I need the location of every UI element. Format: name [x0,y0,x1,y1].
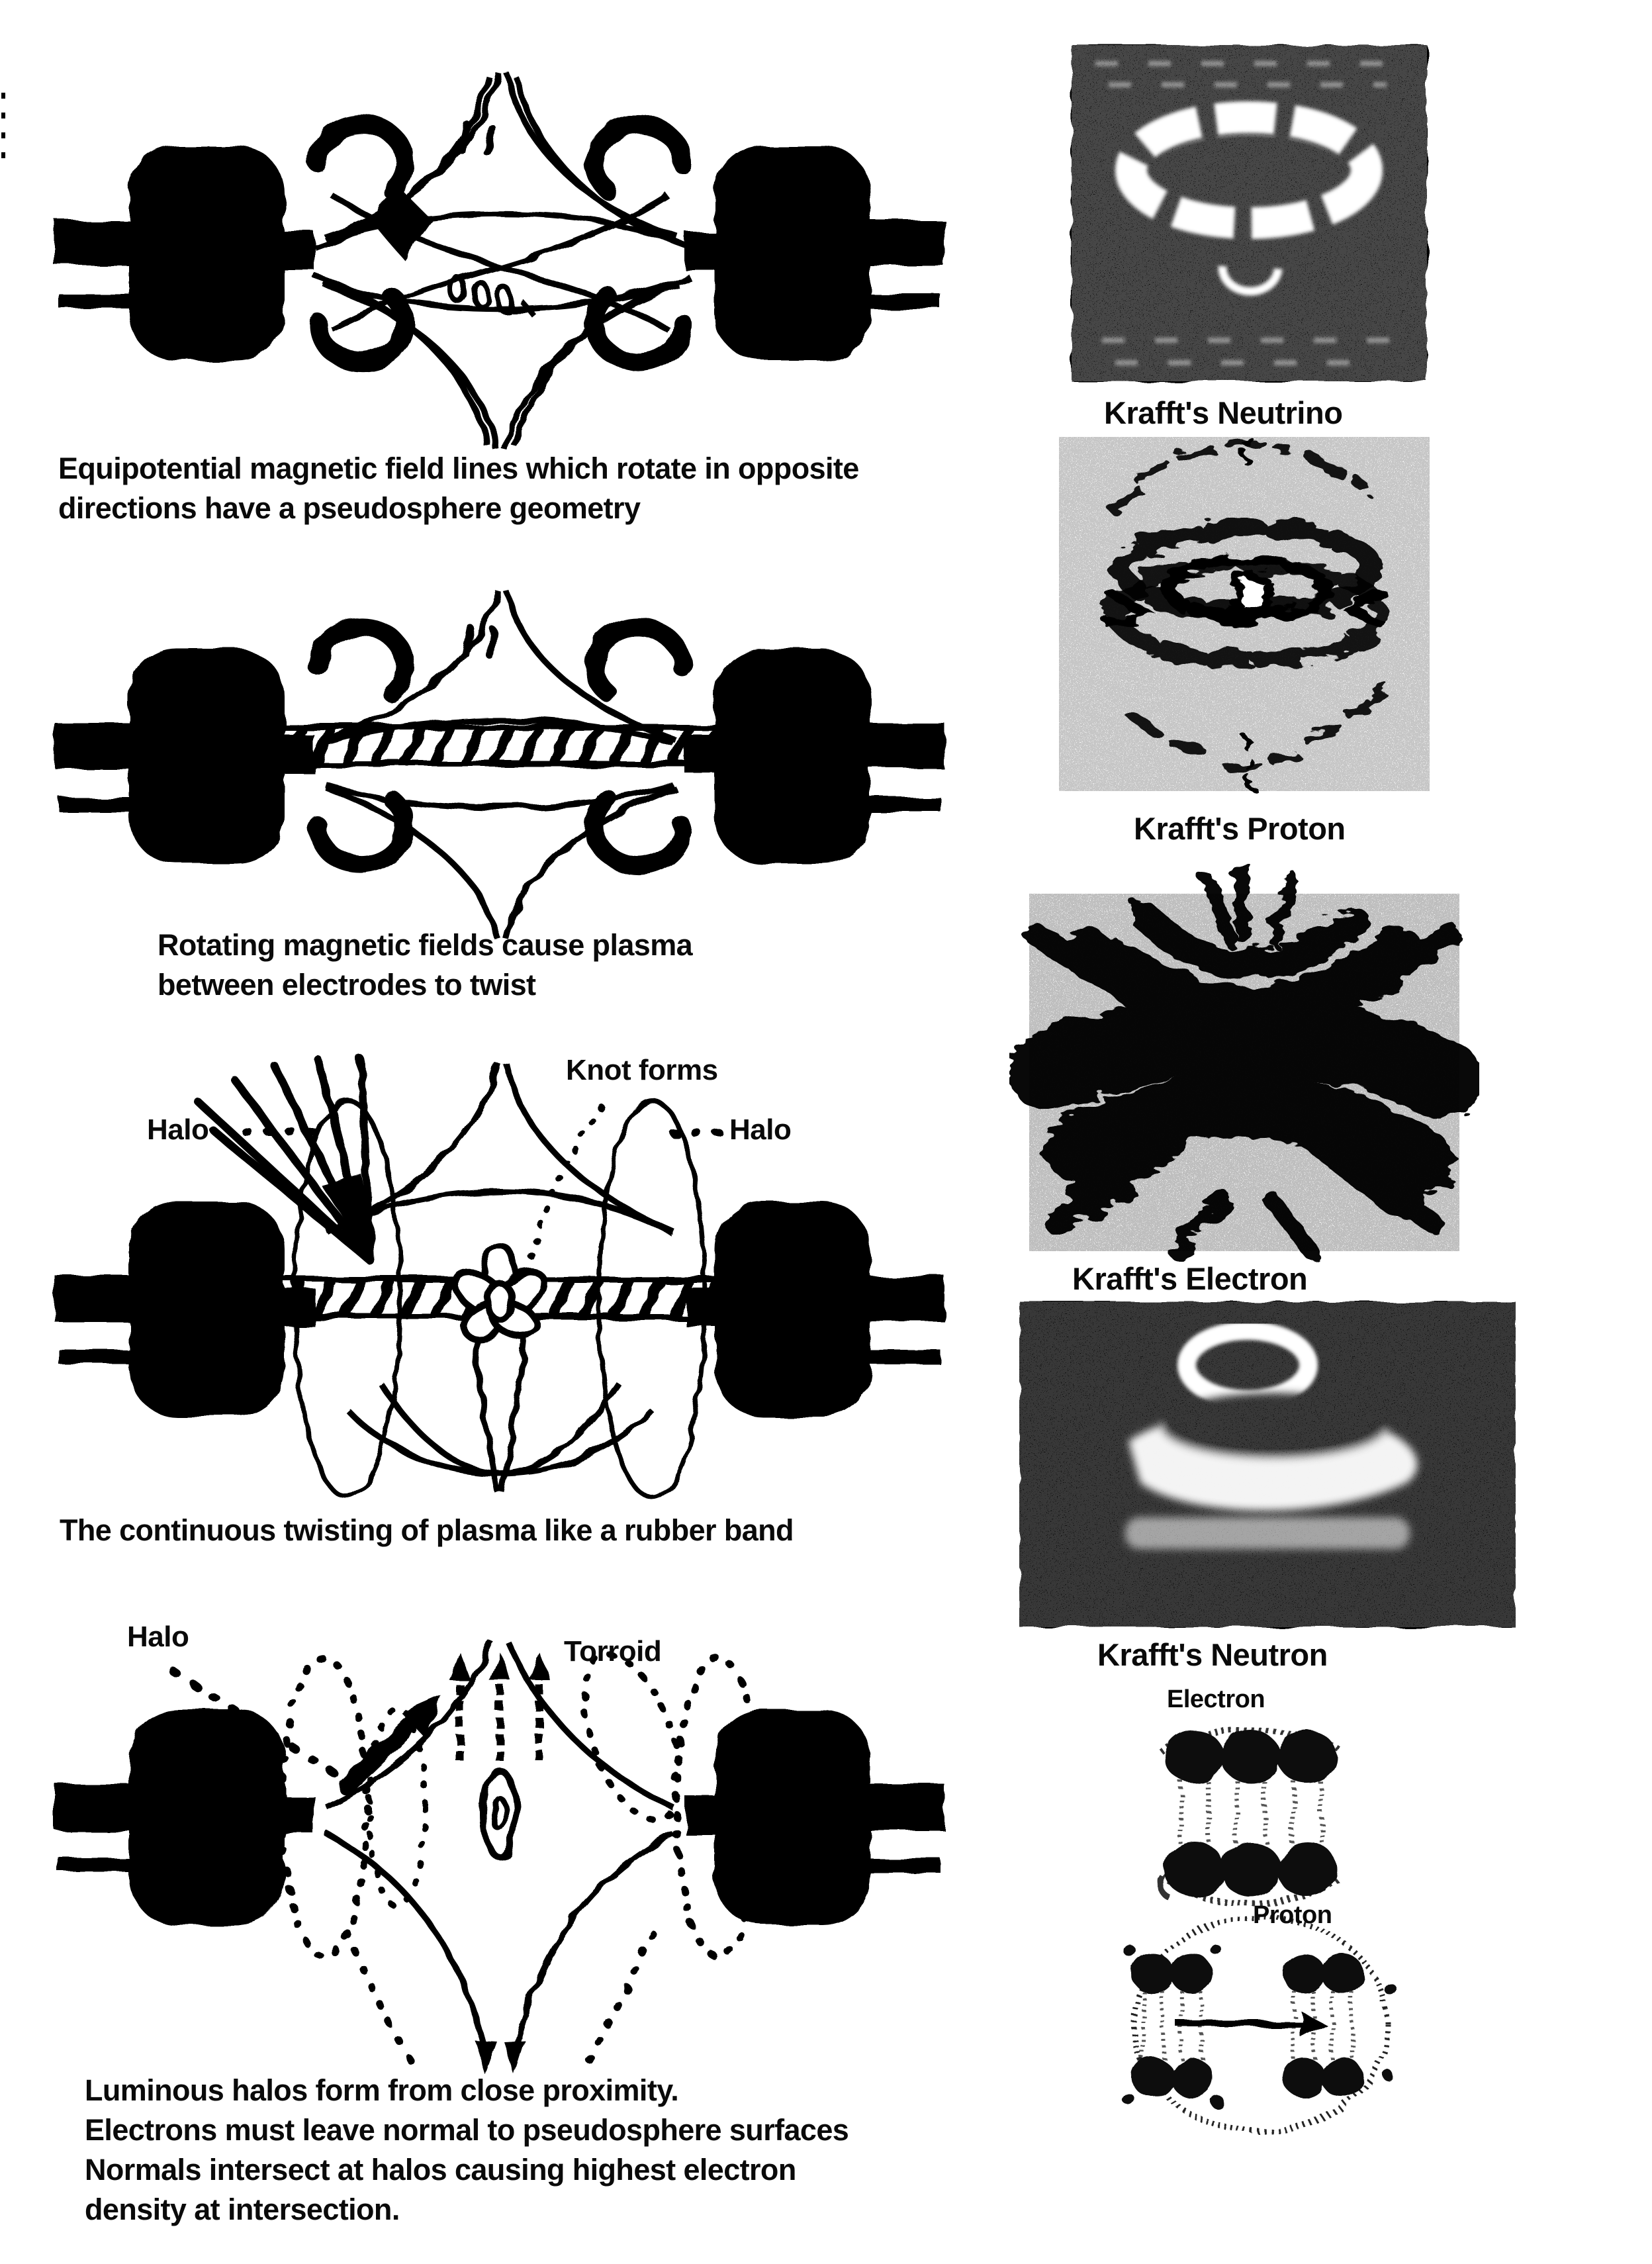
figure-luminous-halos [36,1615,963,2105]
caption-line: The continuous twisting of plasma like a rubber band [60,1513,794,1547]
label-halo-right: Halo [729,1113,792,1146]
pseudosphere-field-diagram [36,70,963,453]
caption-line: Equipotential magnetic field lines which rotate in opposite [58,451,859,485]
caption-figure1 [58,449,859,528]
caption-figure3 [60,1511,794,1550]
label-halo-left: Halo [147,1113,209,1146]
title-kraffts-electron: Krafft's Electron [1072,1261,1308,1296]
caption-line: directions have a pseudosphere geometry [58,491,641,525]
title-kraffts-neutrino: Krafft's Neutrino [1104,395,1343,430]
neutron-photo [1019,1299,1516,1630]
electron-scribble [1009,854,1479,1288]
caption-line: between electrodes to twist [158,968,536,1002]
label-knot-forms: Knot forms [566,1054,718,1086]
figure-plasma-knot [36,1039,963,1503]
plasma-knot-diagram [36,1039,963,1503]
label-torroid: Torroid [564,1635,662,1668]
electron-structure [1152,1719,1350,1917]
diagram-proton-structure [1119,1910,1403,2139]
photo-kraffts-neutrino [1069,41,1430,385]
caption-line: density at intersection. [85,2193,400,2226]
diagram-electron-structure [1152,1719,1350,1917]
caption-figure4 [85,2071,849,2230]
title-kraffts-neutron: Krafft's Neutron [1097,1637,1328,1672]
caption-line: Rotating magnetic fields cause plasma [158,928,693,962]
sketch-kraffts-proton [1052,430,1436,798]
scan-edge-artifact [1,93,5,172]
twisted-plasma-diagram [36,589,963,940]
caption-line: Normals intersect at halos causing highest electron [85,2153,796,2187]
figure-twisted-plasma [36,589,963,940]
label-electron: Electron [1167,1685,1265,1713]
photo-kraffts-neutron [1019,1299,1516,1630]
proton-sketch [1052,430,1436,798]
neutrino-photo [1069,41,1430,385]
title-kraffts-proton: Krafft's Proton [1134,811,1346,846]
label-halo: Halo [127,1621,189,1653]
label-proton: Proton [1253,1901,1332,1929]
sketch-kraffts-electron [1009,854,1479,1288]
caption-line: Luminous halos form from close proximity. [85,2073,679,2107]
luminous-halos-diagram [36,1615,963,2105]
proton-structure [1119,1910,1403,2139]
caption-figure2 [158,925,692,1005]
caption-line: Electrons must leave normal to pseudosphere surfaces [85,2113,849,2147]
figure-pseudosphere-field-lines [36,70,963,453]
